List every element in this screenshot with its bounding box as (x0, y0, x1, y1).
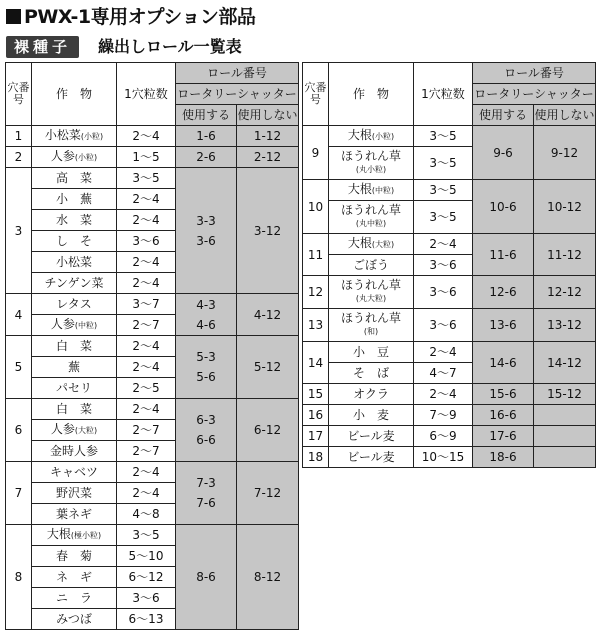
header-use: 使用する (176, 105, 237, 126)
table-row (303, 126, 596, 147)
hole-number: 12 (303, 276, 329, 309)
grain-count: 2～4 (117, 126, 176, 147)
crop-label: 春 菊 (55, 549, 92, 563)
hole-number: 4 (6, 294, 32, 336)
crop-label: パセリ (55, 381, 92, 395)
roll-table-left (5, 62, 299, 630)
crop-name (32, 567, 117, 588)
roll-use (473, 180, 534, 234)
roll-number: 8-6 (196, 570, 216, 584)
roll-use (473, 342, 534, 384)
roll-number: 13-6 (489, 318, 517, 332)
table-row (6, 294, 299, 315)
crop-label: 人参 (50, 317, 75, 331)
crop-name (32, 609, 117, 630)
grain-count: 2～4 (414, 234, 473, 255)
grain-count: 2～4 (117, 357, 176, 378)
roll-use (176, 147, 237, 168)
hole-number: 16 (303, 405, 329, 426)
roll-use (473, 426, 534, 447)
crop-name (32, 252, 117, 273)
crop-name (32, 126, 117, 147)
subtitle: 繰出しロール一覧表 (98, 37, 242, 56)
roll-no-use: 6-12 (237, 399, 299, 462)
crop-name (32, 231, 117, 252)
roll-no-use: 2-12 (237, 147, 299, 168)
crop-name (32, 294, 117, 315)
crop-label: ビール麦 (347, 429, 395, 443)
roll-number: 9-6 (493, 145, 513, 160)
crop-name (329, 234, 414, 255)
crop-name (329, 126, 414, 147)
grain-count: 2～4 (117, 252, 176, 273)
grain-count: 3～6 (414, 255, 473, 276)
roll-no-use: 11-12 (534, 234, 596, 276)
section-tag: 裸種子 (6, 36, 79, 58)
crop-name (32, 378, 117, 399)
crop-name (329, 180, 414, 201)
table-row (303, 405, 596, 426)
crop-label: キャベツ (49, 465, 98, 479)
hole-number: 15 (303, 384, 329, 405)
roll-number: 12-6 (489, 285, 517, 299)
roll-no-use: 12-12 (534, 276, 596, 309)
crop-label: レタス (56, 297, 92, 311)
crop-label: 葉ネギ (55, 507, 92, 521)
table-row (6, 168, 299, 189)
crop-note: (丸大粒) (355, 294, 387, 303)
roll-use (473, 384, 534, 405)
hole-number: 7 (6, 462, 32, 525)
square-bullet-icon (6, 9, 21, 24)
crop-label: 白 菜 (55, 402, 92, 416)
crop-label: 高 菜 (55, 171, 92, 185)
table-row (6, 336, 299, 357)
roll-use (176, 462, 237, 525)
crop-label: オクラ (353, 387, 389, 401)
roll-no-use: 7-12 (237, 462, 299, 525)
crop-name (32, 315, 117, 336)
crop-name (32, 168, 117, 189)
crop-name (32, 483, 117, 504)
header-use: 使用する (473, 105, 534, 126)
header-no-use: 使用しない (534, 105, 596, 126)
header-roll-no: ロール番号 (473, 63, 596, 84)
crop-note: (中粒) (371, 186, 395, 195)
crop-name (329, 405, 414, 426)
crop-label: ニ ラ (55, 591, 92, 605)
crop-label: 大根 (347, 236, 372, 250)
crop-label: 小松菜 (55, 255, 92, 269)
crop-label: 白 菜 (55, 339, 92, 353)
crop-note: (小粒) (80, 132, 104, 141)
crop-name (32, 588, 117, 609)
roll-no-use: 5-12 (237, 336, 299, 399)
hole-number: 1 (6, 126, 32, 147)
crop-name (32, 147, 117, 168)
crop-label: ほうれん草 (340, 203, 401, 217)
crop-name (329, 447, 414, 468)
header-grains: 1穴粒数 (414, 63, 473, 126)
crop-label: ビール麦 (347, 450, 395, 464)
roll-number: 11-6 (489, 247, 517, 262)
header-shutter: ロータリーシャッター (176, 84, 299, 105)
crop-name (329, 309, 414, 342)
crop-label: そ ば (352, 366, 389, 380)
hole-number: 17 (303, 426, 329, 447)
table-row (303, 309, 596, 342)
grain-count: 2～4 (414, 384, 473, 405)
roll-number: 10-6 (489, 199, 517, 214)
crop-name (32, 336, 117, 357)
crop-name (32, 420, 117, 441)
roll-use (473, 126, 534, 180)
grain-count: 3～5 (414, 180, 473, 201)
grain-count: 3～5 (117, 168, 176, 189)
hole-number: 11 (303, 234, 329, 276)
roll-number: 5-6 (196, 370, 216, 384)
hole-number: 3 (6, 168, 32, 294)
grain-count: 6～12 (117, 567, 176, 588)
roll-number: 14-6 (489, 355, 517, 370)
hole-number: 8 (6, 525, 32, 630)
roll-number: 18-6 (489, 450, 517, 464)
grain-count: 7～9 (414, 405, 473, 426)
roll-no-use (534, 447, 596, 468)
crop-name (32, 273, 117, 294)
grain-count: 2～4 (117, 189, 176, 210)
crop-name (32, 399, 117, 420)
grain-count: 4～8 (117, 504, 176, 525)
grain-count: 2～7 (117, 441, 176, 462)
hole-number: 9 (303, 126, 329, 180)
crop-note: (大粒) (74, 426, 98, 435)
grain-count: 2～7 (117, 420, 176, 441)
roll-use (473, 447, 534, 468)
crop-note: (丸小粒) (355, 165, 387, 174)
hole-number: 6 (6, 399, 32, 462)
roll-number: 6-3 (196, 413, 216, 427)
crop-note: (中粒) (74, 321, 98, 330)
roll-number: 16-6 (489, 408, 517, 422)
crop-note: (大粒) (371, 240, 395, 249)
crop-label: チンゲン菜 (44, 276, 104, 290)
grain-count: 3～6 (414, 309, 473, 342)
header-crop: 作 物 (32, 63, 117, 126)
grain-count: 2～5 (117, 378, 176, 399)
crop-note: (丸中粒) (355, 219, 387, 228)
roll-number: 4-3 (196, 297, 216, 312)
table-row (6, 525, 299, 546)
roll-no-use: 3-12 (237, 168, 299, 294)
grain-count: 3～7 (117, 294, 176, 315)
crop-name (32, 441, 117, 462)
crop-label: 金時人参 (49, 444, 98, 458)
grain-count: 2～4 (117, 462, 176, 483)
crop-label: みつば (56, 612, 92, 626)
crop-label: 野沢菜 (55, 486, 92, 500)
roll-no-use: 14-12 (534, 342, 596, 384)
crop-label: 大根 (46, 527, 71, 541)
roll-use (176, 399, 237, 462)
crop-label: 水 菜 (55, 213, 92, 227)
roll-use (473, 309, 534, 342)
crop-label: ほうれん草 (340, 278, 401, 292)
grain-count: 2～7 (117, 315, 176, 336)
table-row (303, 276, 596, 309)
header-crop: 作 物 (329, 63, 414, 126)
roll-use (473, 234, 534, 276)
grain-count: 3～5 (414, 201, 473, 234)
crop-name (329, 426, 414, 447)
hole-number: 18 (303, 447, 329, 468)
crop-label: 人参 (50, 422, 75, 436)
table-row (303, 426, 596, 447)
roll-number: 3-3 (196, 213, 216, 228)
crop-note: (小粒) (371, 132, 395, 141)
grain-count: 3～6 (117, 231, 176, 252)
crop-name (329, 255, 414, 276)
crop-name (329, 384, 414, 405)
grain-count: 2～4 (117, 273, 176, 294)
roll-number: 4-6 (196, 317, 216, 332)
hole-number: 13 (303, 309, 329, 342)
crop-name (32, 462, 117, 483)
roll-no-use: 9-12 (534, 126, 596, 180)
crop-note: (和) (363, 327, 379, 336)
roll-number: 7-3 (196, 476, 216, 490)
roll-no-use: 4-12 (237, 294, 299, 336)
hole-number: 10 (303, 180, 329, 234)
crop-label: 蕪 (67, 360, 80, 374)
roll-use (176, 126, 237, 147)
roll-number: 7-6 (196, 496, 216, 510)
table-row (303, 384, 596, 405)
crop-label: 小 蕪 (55, 192, 92, 206)
crop-label: ほうれん草 (340, 311, 401, 325)
roll-no-use (534, 405, 596, 426)
grain-count: 3～6 (117, 588, 176, 609)
roll-use (176, 168, 237, 294)
crop-name (32, 210, 117, 231)
grain-count: 2～4 (117, 483, 176, 504)
crop-name (32, 189, 117, 210)
roll-number: 6-6 (196, 433, 216, 447)
crop-note: (小粒) (74, 153, 98, 162)
roll-number: 3-6 (196, 233, 216, 248)
grain-count: 1～5 (117, 147, 176, 168)
grain-count: 3～5 (414, 126, 473, 147)
hole-number: 2 (6, 147, 32, 168)
crop-name (32, 504, 117, 525)
grain-count: 3～5 (117, 525, 176, 546)
header-hole-no: 穴番号 (303, 63, 329, 126)
header-no-use: 使用しない (237, 105, 299, 126)
roll-table-right (302, 62, 596, 468)
table-row (303, 180, 596, 201)
table-row (303, 234, 596, 255)
grain-count: 3～6 (414, 276, 473, 309)
header-hole-no: 穴番号 (6, 63, 32, 126)
roll-use (176, 336, 237, 399)
roll-no-use: 15-12 (534, 384, 596, 405)
crop-label: し そ (55, 234, 92, 248)
crop-name (32, 546, 117, 567)
crop-name (329, 342, 414, 363)
title-text: PWX-1専用オプション部品 (24, 6, 256, 28)
crop-name (329, 201, 414, 234)
roll-number: 5-3 (196, 350, 216, 364)
crop-label: 小松菜 (44, 128, 81, 142)
roll-no-use: 13-12 (534, 309, 596, 342)
roll-number: 1-6 (196, 129, 216, 143)
crop-label: ネ ギ (55, 570, 92, 584)
roll-number: 17-6 (489, 429, 517, 443)
table-row (6, 147, 299, 168)
roll-number: 2-6 (196, 150, 216, 164)
grain-count: 6～13 (117, 609, 176, 630)
crop-label: 小 麦 (352, 408, 389, 422)
roll-no-use: 8-12 (237, 525, 299, 630)
page-title (6, 2, 255, 29)
crop-label: ごぼう (352, 258, 389, 272)
crop-label: 大根 (347, 182, 372, 196)
roll-no-use: 10-12 (534, 180, 596, 234)
roll-number: 15-6 (489, 387, 517, 401)
hole-number: 5 (6, 336, 32, 399)
header-grains: 1穴粒数 (117, 63, 176, 126)
roll-use (473, 276, 534, 309)
table-row (6, 126, 299, 147)
roll-use (473, 405, 534, 426)
grain-count: 6～9 (414, 426, 473, 447)
grain-count: 2～4 (117, 399, 176, 420)
header-shutter: ロータリーシャッター (473, 84, 596, 105)
crop-name (329, 276, 414, 309)
crop-name (32, 357, 117, 378)
table-row (303, 447, 596, 468)
table-row (6, 399, 299, 420)
crop-label: 小 豆 (352, 345, 389, 359)
crop-name (32, 525, 117, 546)
crop-name (329, 147, 414, 180)
crop-label: ほうれん草 (340, 149, 401, 163)
crop-note: (極小粒) (70, 531, 102, 540)
hole-number: 14 (303, 342, 329, 384)
grain-count: 2～4 (117, 210, 176, 231)
grain-count: 4～7 (414, 363, 473, 384)
roll-use (176, 525, 237, 630)
grain-count: 10～15 (414, 447, 473, 468)
table-row (6, 462, 299, 483)
roll-use (176, 294, 237, 336)
grain-count: 5～10 (117, 546, 176, 567)
grain-count: 2～4 (414, 342, 473, 363)
crop-name (329, 363, 414, 384)
roll-no-use (534, 426, 596, 447)
grain-count: 3～5 (414, 147, 473, 180)
crop-label: 人参 (50, 149, 75, 163)
header-roll-no: ロール番号 (176, 63, 299, 84)
table-row (303, 342, 596, 363)
roll-no-use: 1-12 (237, 126, 299, 147)
grain-count: 2～4 (117, 336, 176, 357)
crop-label: 大根 (347, 128, 372, 142)
